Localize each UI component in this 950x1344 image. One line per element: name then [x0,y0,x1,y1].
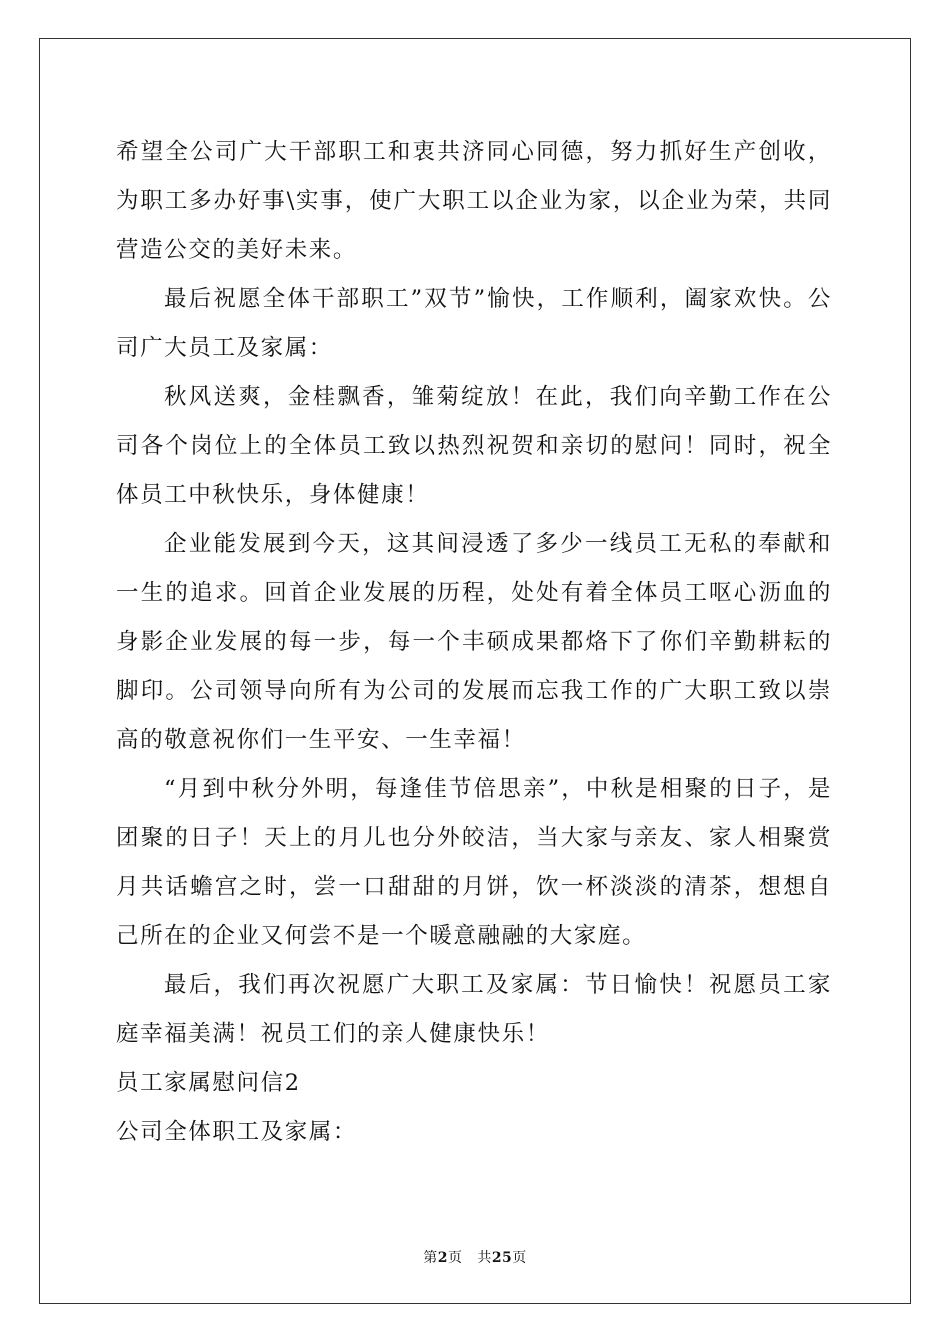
paragraph-3: 秋风送爽，金桂飘香，雏菊绽放！在此，我们向辛勤工作在公司各个岗位上的全体员工致以热烈祝贺和亲切的慰问！同时，祝全体员工中秋快乐，身体健康！ [116,384,832,508]
letter-heading: 员工家属慰问信2 [116,1070,301,1096]
footer-page-number: 2 [437,1250,448,1266]
paragraph-2: 最后祝愿全体干部职工”双节”愉快，工作顺利，阖家欢快。公司广大员工及家属： [116,286,832,361]
paragraph-6: 最后，我们再次祝愿广大职工及家属：节日愉快！祝愿员工家庭幸福美满！祝员工们的亲人健康快乐！ [116,972,832,1047]
letter-salutation: 公司全体职工及家属： [116,1119,358,1145]
footer-total-suffix: 页 [512,1250,527,1266]
footer-page-suffix: 页 [447,1250,463,1266]
footer-total-prefix: 共 [477,1250,492,1266]
document-body [116,128,832,1157]
footer-prefix: 第 [423,1250,438,1266]
page-footer [0,1247,950,1267]
paragraph-4: 企业能发展到今天，这其间浸透了多少一线员工无私的奉献和一生的追求。回首企业发展的历程，处处有着全体员工呕心沥血的身影企业发展的每一步，每一个丰硕成果都烙下了你们辛勤耕耘的脚印。公司领导向所有为公司的发展而忘我工作的广大职工致以崇高的敬意祝你们一生平安、一生幸福！ [116,531,832,753]
paragraph-5: “月到中秋分外明，每逢佳节倍思亲”，中秋是相聚的日子，是团聚的日子！天上的月儿也分外皎洁，当大家与亲友、家人相聚赏月共话蟾宫之时，尝一口甜甜的月饼，饮一杯淡淡的清茶，想想自己所在的企业又何尝不是一个暖意融融的大家庭。 [116,776,832,949]
footer-total-pages: 25 [491,1250,513,1266]
paragraph-1: 希望全公司广大干部职工和衷共济同心同德，努力抓好生产创收，为职工多办好事\实事，使广大职工以企业为家，以企业为荣，共同营造公交的美好未来。 [116,139,832,263]
